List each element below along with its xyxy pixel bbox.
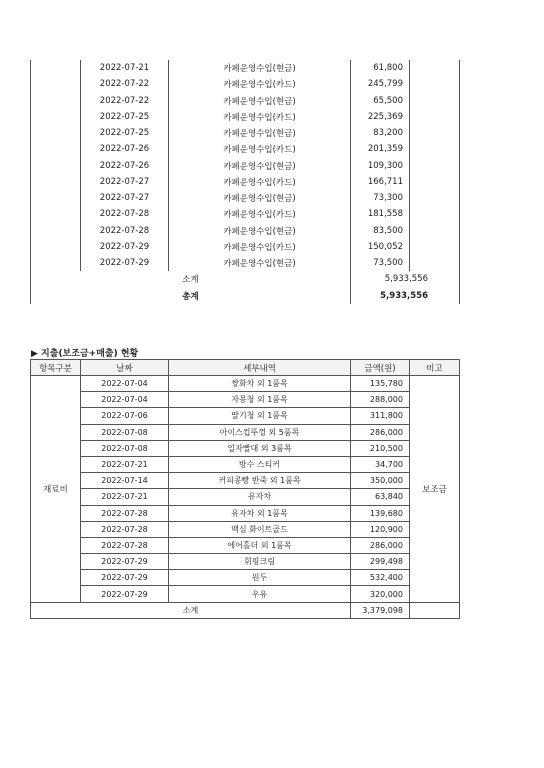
income-row-blank — [31, 190, 81, 206]
income-table-body — [31, 60, 460, 271]
expense-row-date: 2022-07-21 — [81, 489, 169, 505]
income-row-note — [410, 93, 460, 109]
income-row-date: 2022-07-26 — [81, 141, 169, 157]
expense-row — [31, 521, 460, 537]
income-row-note — [410, 206, 460, 222]
income-row-desc: 카페운영수입(현금) — [169, 93, 351, 109]
header-date: 날짜 — [81, 360, 169, 376]
income-row — [31, 206, 460, 222]
expense-row — [31, 570, 460, 586]
income-row-date: 2022-07-21 — [81, 60, 169, 76]
expense-table — [30, 359, 460, 619]
income-row-date: 2022-07-26 — [81, 158, 169, 174]
expense-row-detail: 일자빨대 외 3품목 — [169, 440, 351, 456]
income-row-amount: 109,300 — [351, 158, 410, 174]
expense-row-detail: 에어홀더 외 1품목 — [169, 537, 351, 553]
expense-row-detail: 아이스컵뚜껑 외 5품목 — [169, 424, 351, 440]
expense-row-date: 2022-07-06 — [81, 408, 169, 424]
expense-subtotal-row — [31, 602, 460, 618]
income-row-desc: 카페운영수입(현금) — [169, 60, 351, 76]
expense-row-date: 2022-07-08 — [81, 440, 169, 456]
income-subtotal-amount: 5,933,556 — [351, 271, 460, 287]
income-row — [31, 60, 460, 76]
income-subtotal-row — [31, 271, 460, 287]
expense-row-amount: 299,498 — [351, 554, 410, 570]
income-row-date: 2022-07-25 — [81, 109, 169, 125]
income-row-amount: 65,500 — [351, 93, 410, 109]
expense-row-amount: 350,000 — [351, 473, 410, 489]
expense-subtotal-amount: 3,379,098 — [351, 602, 410, 618]
header-note: 비고 — [410, 360, 460, 376]
income-row-amount: 181,558 — [351, 206, 410, 222]
expense-row-detail: 딸기청 외 1품목 — [169, 408, 351, 424]
income-row — [31, 158, 460, 174]
income-row-date: 2022-07-28 — [81, 206, 169, 222]
income-row-desc: 카페운영수입(현금) — [169, 125, 351, 141]
expense-row — [31, 392, 460, 408]
income-row-amount: 61,800 — [351, 60, 410, 76]
income-row-date: 2022-07-27 — [81, 190, 169, 206]
expense-subtotal-note — [410, 602, 460, 618]
income-total-label: 총계 — [31, 288, 351, 304]
income-row-blank — [31, 223, 81, 239]
expense-row-amount: 311,800 — [351, 408, 410, 424]
expense-row-date: 2022-07-28 — [81, 505, 169, 521]
expense-row-amount: 286,000 — [351, 424, 410, 440]
income-row-amount: 73,300 — [351, 190, 410, 206]
income-row-note — [410, 174, 460, 190]
income-row-note — [410, 109, 460, 125]
income-row-date: 2022-07-22 — [81, 93, 169, 109]
expense-row-date: 2022-07-04 — [81, 376, 169, 392]
income-total-amount: 5,933,556 — [351, 288, 460, 304]
expense-row-amount: 320,000 — [351, 586, 410, 602]
income-table — [30, 60, 460, 304]
income-row-desc: 카페운영수입(카드) — [169, 109, 351, 125]
expense-row-detail: 맥심 화이트골드 — [169, 521, 351, 537]
expense-row-detail: 우유 — [169, 586, 351, 602]
income-row-amount: 245,799 — [351, 76, 410, 92]
expense-row-amount: 135,780 — [351, 376, 410, 392]
expense-row — [31, 537, 460, 553]
income-row-blank — [31, 125, 81, 141]
expense-row-detail: 방수 스티커 — [169, 456, 351, 472]
income-row-date: 2022-07-27 — [81, 174, 169, 190]
income-row — [31, 141, 460, 157]
expense-row-date: 2022-07-08 — [81, 424, 169, 440]
expense-row-detail: 커피콩빵 반죽 외 1품목 — [169, 473, 351, 489]
income-row-desc: 카페운영수입(카드) — [169, 206, 351, 222]
income-row-amount: 166,711 — [351, 174, 410, 190]
expense-row-amount: 139,680 — [351, 505, 410, 521]
expense-row-detail: 원두 — [169, 570, 351, 586]
income-row — [31, 190, 460, 206]
income-row-blank — [31, 141, 81, 157]
expense-section-title: ▶ 지출(보조금+매출) 현황 — [31, 349, 139, 359]
expense-header-row — [31, 360, 460, 376]
income-row-note — [410, 141, 460, 157]
income-row — [31, 76, 460, 92]
expense-row — [31, 456, 460, 472]
expense-row — [31, 586, 460, 602]
expense-row-amount: 210,500 — [351, 440, 410, 456]
income-row-blank — [31, 206, 81, 222]
income-row — [31, 93, 460, 109]
expense-row — [31, 408, 460, 424]
income-row-note — [410, 239, 460, 255]
header-amount: 금액(원) — [351, 360, 410, 376]
expense-row — [31, 473, 460, 489]
income-row-amount: 225,369 — [351, 109, 410, 125]
income-row-amount: 73,500 — [351, 255, 410, 271]
income-row-amount: 201,359 — [351, 141, 410, 157]
expense-row-date: 2022-07-29 — [81, 554, 169, 570]
expense-row-detail: 유자차 — [169, 489, 351, 505]
expense-row-date: 2022-07-21 — [81, 456, 169, 472]
income-row-amount: 83,200 — [351, 125, 410, 141]
expense-row-date: 2022-07-28 — [81, 521, 169, 537]
expense-row — [31, 505, 460, 521]
expense-row-date: 2022-07-14 — [81, 473, 169, 489]
income-row-desc: 카페운영수입(카드) — [169, 141, 351, 157]
income-row-note — [410, 223, 460, 239]
income-row-note — [410, 76, 460, 92]
expense-row-amount: 288,000 — [351, 392, 410, 408]
expense-row-detail: 자몽청 외 1품목 — [169, 392, 351, 408]
expense-row — [31, 554, 460, 570]
expense-row — [31, 440, 460, 456]
income-row-note — [410, 60, 460, 76]
income-row — [31, 239, 460, 255]
income-row — [31, 125, 460, 141]
expense-row — [31, 376, 460, 392]
income-row-note — [410, 125, 460, 141]
income-subtotal-label: 소계 — [31, 271, 351, 287]
expense-row-date: 2022-07-04 — [81, 392, 169, 408]
income-row — [31, 223, 460, 239]
income-row-date: 2022-07-25 — [81, 125, 169, 141]
expense-row — [31, 489, 460, 505]
income-row-date: 2022-07-22 — [81, 76, 169, 92]
expense-note: 보조금 — [410, 376, 460, 603]
income-row-desc: 카페운영수입(현금) — [169, 158, 351, 174]
income-row-date: 2022-07-29 — [81, 239, 169, 255]
income-row-note — [410, 158, 460, 174]
expense-row — [31, 424, 460, 440]
income-row-blank — [31, 158, 81, 174]
income-total-row — [31, 288, 460, 304]
expense-row-detail: 휘핑크림 — [169, 554, 351, 570]
expense-category: 재료비 — [31, 376, 81, 603]
expense-table-body — [31, 376, 460, 603]
expense-subtotal-label: 소계 — [31, 602, 351, 618]
income-row-blank — [31, 174, 81, 190]
income-row-desc: 카페운영수입(현금) — [169, 190, 351, 206]
income-row — [31, 255, 460, 271]
income-row-date: 2022-07-28 — [81, 223, 169, 239]
expense-row-amount: 286,000 — [351, 537, 410, 553]
expense-row-date: 2022-07-29 — [81, 586, 169, 602]
header-detail: 세부내역 — [169, 360, 351, 376]
header-category: 항목구분 — [31, 360, 81, 376]
income-row-blank — [31, 76, 81, 92]
income-row-blank — [31, 93, 81, 109]
income-row-blank — [31, 255, 81, 271]
income-row-blank — [31, 60, 81, 76]
income-row-desc: 카페운영수입(카드) — [169, 239, 351, 255]
income-row-desc: 카페운영수입(현금) — [169, 255, 351, 271]
income-row-blank — [31, 239, 81, 255]
expense-row-amount: 63,840 — [351, 489, 410, 505]
income-row-amount: 83,500 — [351, 223, 410, 239]
expense-row-detail: 유자차 외 1품목 — [169, 505, 351, 521]
expense-row-amount: 34,700 — [351, 456, 410, 472]
income-row-desc: 카페운영수입(카드) — [169, 174, 351, 190]
income-row-blank — [31, 109, 81, 125]
income-row-note — [410, 255, 460, 271]
income-row — [31, 174, 460, 190]
income-row-desc: 카페운영수입(카드) — [169, 76, 351, 92]
income-row-note — [410, 190, 460, 206]
expense-row-amount: 120,900 — [351, 521, 410, 537]
expense-row-date: 2022-07-28 — [81, 537, 169, 553]
income-row-amount: 150,052 — [351, 239, 410, 255]
expense-row-detail: 쌍화차 외 1품목 — [169, 376, 351, 392]
expense-row-amount: 532,400 — [351, 570, 410, 586]
expense-row-date: 2022-07-29 — [81, 570, 169, 586]
income-row — [31, 109, 460, 125]
income-row-desc: 카페운영수입(현금) — [169, 223, 351, 239]
income-row-date: 2022-07-29 — [81, 255, 169, 271]
